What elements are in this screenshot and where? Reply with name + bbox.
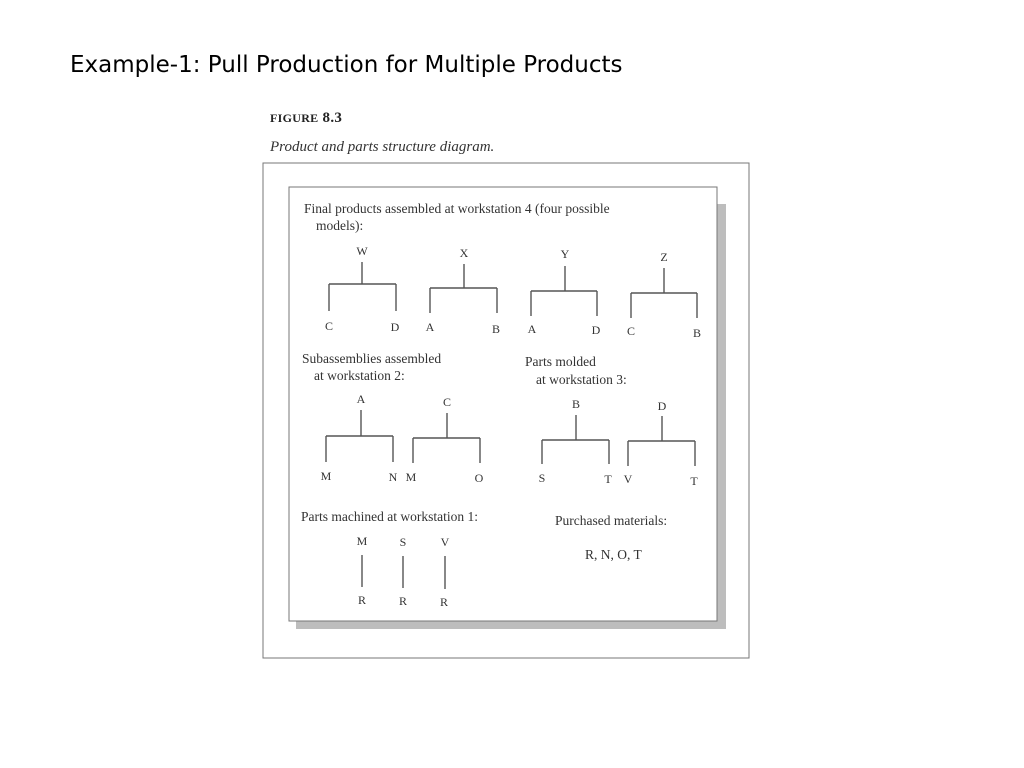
figure-label-number: 8.3 (322, 110, 343, 126)
tree-A-parent: A (356, 392, 366, 406)
tree-D-parent: D (657, 399, 667, 413)
inner-panel (289, 187, 717, 621)
tree-A-child-left: M (320, 469, 332, 483)
final-products-heading-line1: Final products assembled at workstation 4 (four possible (304, 201, 610, 216)
slide-title: Example-1: Pull Production for Multiple Products (70, 52, 623, 78)
tree-Y-child-right: D (591, 323, 601, 337)
chain-M-parent: M (356, 534, 368, 548)
tree-W-parent: W (356, 244, 368, 258)
tree-C-child-right: O (474, 471, 484, 485)
figure-caption: Product and parts structure diagram. (270, 139, 495, 155)
purchased-materials-list: R, N, O, T (585, 547, 642, 562)
figure-label-word: FIGURE (270, 111, 319, 125)
tree-Y-child-left: A (527, 322, 537, 336)
tree-Y-parent: Y (560, 247, 570, 261)
tree-C-parent: C (442, 395, 452, 409)
chain-V-child: R (439, 595, 449, 609)
tree-C-child-left: M (405, 470, 417, 484)
purchased-materials-heading: Purchased materials: (555, 513, 668, 528)
tree-X-parent: X (459, 246, 469, 260)
subassemblies-heading-line1: Subassemblies assembled (302, 351, 442, 366)
tree-W-child-left: C (324, 319, 334, 333)
chain-M-child: R (357, 593, 367, 607)
tree-X-child-right: B (491, 322, 501, 336)
parts-machined-heading: Parts machined at workstation 1: (301, 509, 478, 524)
subassemblies-heading-line2: at workstation 2: (314, 368, 405, 383)
final-products-heading-line2: models): (316, 218, 364, 233)
parts-molded-heading-line2: at workstation 3: (536, 372, 627, 387)
chain-S-child: R (398, 594, 408, 608)
tree-W-child-right: D (390, 320, 400, 334)
tree-Z-child-right: B (692, 326, 702, 340)
tree-Z-parent: Z (660, 250, 668, 264)
tree-A-child-right: N (388, 470, 398, 484)
tree-D-child-left: V (623, 472, 633, 486)
tree-B-child-left: S (538, 471, 546, 485)
chain-S-parent: S (399, 535, 407, 549)
tree-B-parent: B (571, 397, 581, 411)
chain-V-parent: V (440, 535, 450, 549)
tree-Z-child-left: C (626, 324, 636, 338)
tree-X-child-left: A (425, 320, 435, 334)
tree-B-child-right: T (604, 472, 612, 486)
parts-molded-heading-line1: Parts molded (525, 354, 596, 369)
tree-D-child-right: T (690, 474, 698, 488)
